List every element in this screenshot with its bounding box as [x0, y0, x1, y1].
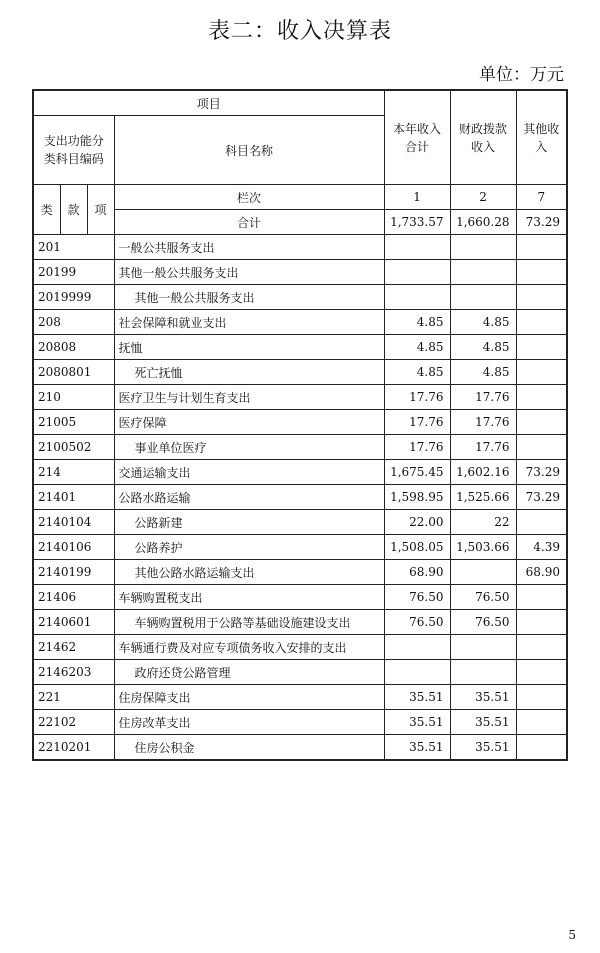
row-fiscal: 35.51	[450, 735, 516, 761]
row-fiscal	[450, 260, 516, 285]
row-total: 35.51	[384, 735, 450, 761]
row-name: 车辆购置税支出	[114, 585, 384, 610]
table-row	[33, 410, 567, 435]
row-name: 公路水路运输	[114, 485, 384, 510]
row-other	[516, 235, 567, 260]
header-lei: 类	[33, 185, 60, 235]
table-row	[33, 610, 567, 635]
row-code: 2019999	[33, 285, 114, 310]
row-name: 公路养护	[114, 535, 384, 560]
row-fiscal: 4.85	[450, 335, 516, 360]
row-code: 21005	[33, 410, 114, 435]
table-row	[33, 585, 567, 610]
row-other	[516, 385, 567, 410]
row-code: 2140106	[33, 535, 114, 560]
row-other	[516, 660, 567, 685]
row-other: 4.39	[516, 535, 567, 560]
row-total: 4.85	[384, 335, 450, 360]
row-fiscal	[450, 660, 516, 685]
table-row	[33, 510, 567, 535]
row-fiscal: 4.85	[450, 310, 516, 335]
table-row	[33, 335, 567, 360]
table-row	[33, 460, 567, 485]
row-code: 21406	[33, 585, 114, 610]
row-name: 住房公积金	[114, 735, 384, 761]
row-name: 社会保障和就业支出	[114, 310, 384, 335]
row-name: 医疗保障	[114, 410, 384, 435]
row-total	[384, 260, 450, 285]
row-other	[516, 310, 567, 335]
row-total: 17.76	[384, 385, 450, 410]
row-other	[516, 285, 567, 310]
table-row	[33, 385, 567, 410]
header-item: 项目	[33, 90, 384, 116]
row-other	[516, 735, 567, 761]
row-total	[384, 635, 450, 660]
row-other	[516, 510, 567, 535]
row-code: 214	[33, 460, 114, 485]
row-name: 抚恤	[114, 335, 384, 360]
row-other	[516, 260, 567, 285]
row-other	[516, 360, 567, 385]
row-fiscal	[450, 285, 516, 310]
row-name: 其他一般公共服务支出	[114, 285, 384, 310]
row-name: 医疗卫生与计划生育支出	[114, 385, 384, 410]
header-lanci: 栏次	[114, 185, 384, 210]
table-row	[33, 535, 567, 560]
row-total: 35.51	[384, 710, 450, 735]
table-row	[33, 285, 567, 310]
header-col-other: 其他收入	[516, 90, 567, 185]
row-name: 公路新建	[114, 510, 384, 535]
col-number-3: 7	[516, 185, 567, 210]
row-total: 1,675.45	[384, 460, 450, 485]
page-number: 5	[568, 928, 576, 942]
table-row	[33, 485, 567, 510]
table-row	[33, 560, 567, 585]
row-code: 21462	[33, 635, 114, 660]
header-code-label: 支出功能分类科目编码	[33, 116, 114, 185]
row-fiscal: 4.85	[450, 360, 516, 385]
header-col-fiscal: 财政拨款收入	[450, 90, 516, 185]
row-other: 73.29	[516, 485, 567, 510]
table-row	[33, 310, 567, 335]
table-row	[33, 710, 567, 735]
page-title: 表二：收入决算表	[207, 19, 392, 44]
row-fiscal: 17.76	[450, 435, 516, 460]
row-name: 一般公共服务支出	[114, 235, 384, 260]
row-fiscal: 76.50	[450, 585, 516, 610]
header-kuan: 款	[60, 185, 87, 235]
row-code: 208	[33, 310, 114, 335]
row-name: 死亡抚恤	[114, 360, 384, 385]
col-number-2: 2	[450, 185, 516, 210]
row-other	[516, 610, 567, 635]
sum-total: 1,733.57	[384, 210, 450, 235]
row-total	[384, 660, 450, 685]
row-total: 4.85	[384, 360, 450, 385]
row-total: 1,598.95	[384, 485, 450, 510]
row-code: 20199	[33, 260, 114, 285]
row-other: 73.29	[516, 460, 567, 485]
unit-label: 单位：万元	[479, 65, 564, 85]
row-other	[516, 585, 567, 610]
row-total: 35.51	[384, 685, 450, 710]
col-number-1: 1	[384, 185, 450, 210]
row-name: 车辆购置税用于公路等基础设施建设支出	[114, 610, 384, 635]
row-total: 76.50	[384, 585, 450, 610]
row-code: 21401	[33, 485, 114, 510]
row-name: 事业单位医疗	[114, 435, 384, 460]
row-code: 20808	[33, 335, 114, 360]
row-fiscal: 35.51	[450, 685, 516, 710]
row-total	[384, 235, 450, 260]
row-fiscal: 17.76	[450, 385, 516, 410]
row-total: 17.76	[384, 435, 450, 460]
row-fiscal	[450, 235, 516, 260]
row-code: 2210201	[33, 735, 114, 761]
row-total: 17.76	[384, 410, 450, 435]
revenue-table	[32, 89, 568, 761]
row-name: 住房保障支出	[114, 685, 384, 710]
row-total	[384, 285, 450, 310]
row-other	[516, 685, 567, 710]
row-code: 2080801	[33, 360, 114, 385]
row-code: 22102	[33, 710, 114, 735]
table-row	[33, 435, 567, 460]
table-row	[33, 260, 567, 285]
row-total: 76.50	[384, 610, 450, 635]
row-other	[516, 635, 567, 660]
row-total: 22.00	[384, 510, 450, 535]
table-row	[33, 685, 567, 710]
row-code: 221	[33, 685, 114, 710]
row-code: 2146203	[33, 660, 114, 685]
row-fiscal: 17.76	[450, 410, 516, 435]
row-name: 其他一般公共服务支出	[114, 260, 384, 285]
sum-fiscal: 1,660.28	[450, 210, 516, 235]
row-code: 201	[33, 235, 114, 260]
row-total: 1,508.05	[384, 535, 450, 560]
row-fiscal: 35.51	[450, 710, 516, 735]
row-fiscal: 1,503.66	[450, 535, 516, 560]
header-col-total: 本年收入合计	[384, 90, 450, 185]
row-other: 68.90	[516, 560, 567, 585]
row-other	[516, 410, 567, 435]
table-row	[33, 360, 567, 385]
row-fiscal: 1,602.16	[450, 460, 516, 485]
row-fiscal: 76.50	[450, 610, 516, 635]
table-row	[33, 635, 567, 660]
row-name: 其他公路水路运输支出	[114, 560, 384, 585]
sum-label: 合计	[114, 210, 384, 235]
row-name: 车辆通行费及对应专项债务收入安排的支出	[114, 635, 384, 660]
row-fiscal: 22	[450, 510, 516, 535]
row-code: 2140199	[33, 560, 114, 585]
sum-other: 73.29	[516, 210, 567, 235]
row-name: 政府还贷公路管理	[114, 660, 384, 685]
row-other	[516, 710, 567, 735]
row-fiscal: 1,525.66	[450, 485, 516, 510]
row-fiscal	[450, 635, 516, 660]
row-code: 210	[33, 385, 114, 410]
table-row	[33, 660, 567, 685]
row-code: 2140104	[33, 510, 114, 535]
row-name: 交通运输支出	[114, 460, 384, 485]
table-row	[33, 235, 567, 260]
header-xiang: 项	[87, 185, 114, 235]
row-total: 4.85	[384, 310, 450, 335]
row-other	[516, 435, 567, 460]
row-code: 2140601	[33, 610, 114, 635]
table-row	[33, 735, 567, 761]
row-name: 住房改革支出	[114, 710, 384, 735]
header-subject-name: 科目名称	[114, 116, 384, 185]
row-other	[516, 335, 567, 360]
row-code: 2100502	[33, 435, 114, 460]
row-fiscal	[450, 560, 516, 585]
row-total: 68.90	[384, 560, 450, 585]
